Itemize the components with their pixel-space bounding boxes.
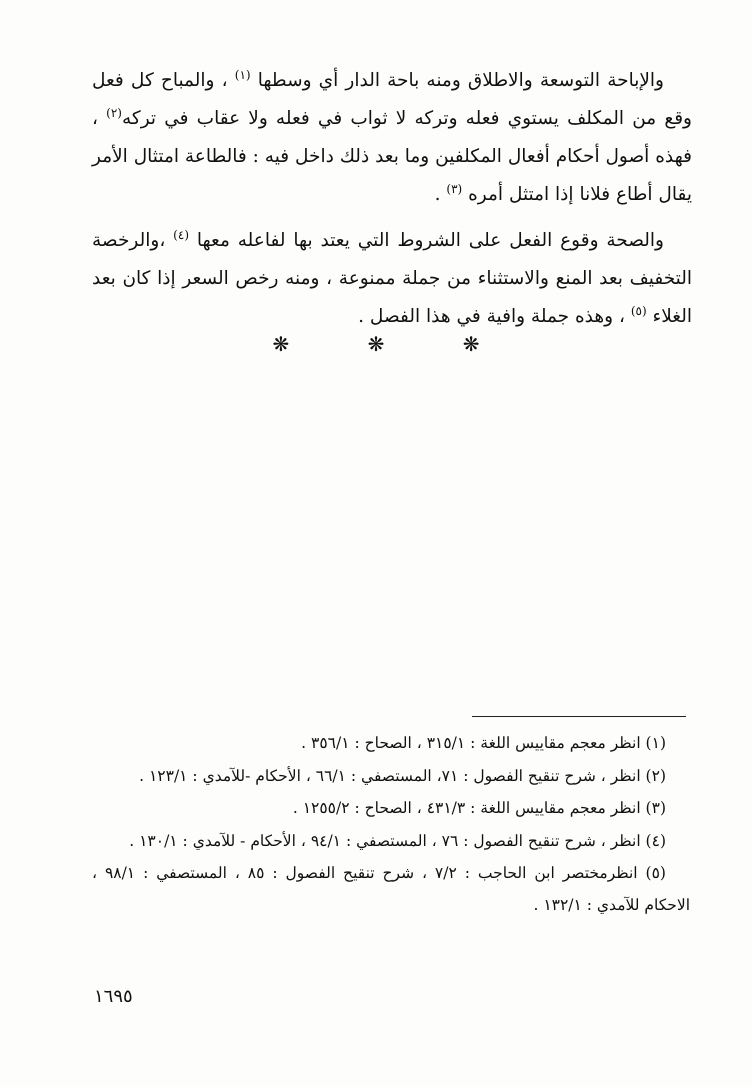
footnote-5: (٥) انظرمختصر ابن الحاجب : ٧/٢ ، شرح تنقيح الفصول : ٨٥ ، المستصفي : ٩٨/١ ، الاحكام للآمدي : ١٣٢/١ . (92, 864, 690, 914)
footnote-ref-3: (٣) (446, 181, 463, 196)
paragraph-1-text-3: ، فهذه أصول أحكام أفعال المكلفين وما بعد ذلك داخل فيه : فالطاعة امتثال الأمر يقال أطاع فلانا إذا امتثل أمره (92, 108, 692, 205)
footnote-3: (٣) انظر معجم مقاييس اللغة : ٤٣١/٣ ، الصحاح : ١٢٥٥/٢ . (292, 799, 666, 817)
footnote-ref-1: (١) (234, 67, 251, 82)
footnotes (92, 728, 690, 922)
paragraph-2-text-1: والصحة وقوع الفعل على الشروط التي يعتد بها لفاعله معها (196, 230, 664, 251)
paragraph-2-text-3: ، وهذه جملة وافية في هذا الفصل . (358, 306, 625, 327)
paragraph-1-text-2: ، والمباح كل فعل وقع من المكلف يستوي فعله وتركه لا ثواب في فعله ولا عقاب في تركه (92, 70, 692, 129)
section-separator: ❋ ❋ ❋ (272, 332, 516, 356)
paragraph-1-text-1: والإباحة التوسعة والاطلاق ومنه باحة الدار أي وسطها (257, 70, 664, 91)
paragraph-2-text-2: ،والرخصة التخفيف بعد المنع والاستثناء من جملة ممنوعة ، ومنه رخص السعر إذا كان بعد الغلاء (92, 230, 692, 327)
paragraph-2 (92, 222, 692, 336)
footnote-1: (١) انظر معجم مقاييس اللغة : ٣١٥/١ ، الصحاح : ٣٥٦/١ . (301, 734, 666, 752)
footnote-4: (٤) انظر ، شرح تنقيح الفصول : ٧٦ ، المستصفي : ٩٤/١ ، الأحكام - للآمدي : ١٣٠/١ . (129, 831, 666, 850)
footnote-ref-4: (٤) (173, 227, 189, 242)
paragraph-1-text-4: . (434, 184, 441, 205)
footnote-2: (٢) انظر ، شرح تنقيح الفصول : ٧١، المستصفي : ٦٦/١ ، الأحكام -للآمدي : ١٢٣/١ . (139, 766, 666, 785)
footnote-divider (472, 716, 686, 717)
page-number: ١٦٩٥ (94, 986, 133, 1007)
footnote-ref-5: (٥) (630, 303, 647, 318)
paragraph-1 (92, 62, 692, 214)
footnote-ref-2: (٢) (106, 105, 122, 120)
main-text (92, 62, 692, 344)
